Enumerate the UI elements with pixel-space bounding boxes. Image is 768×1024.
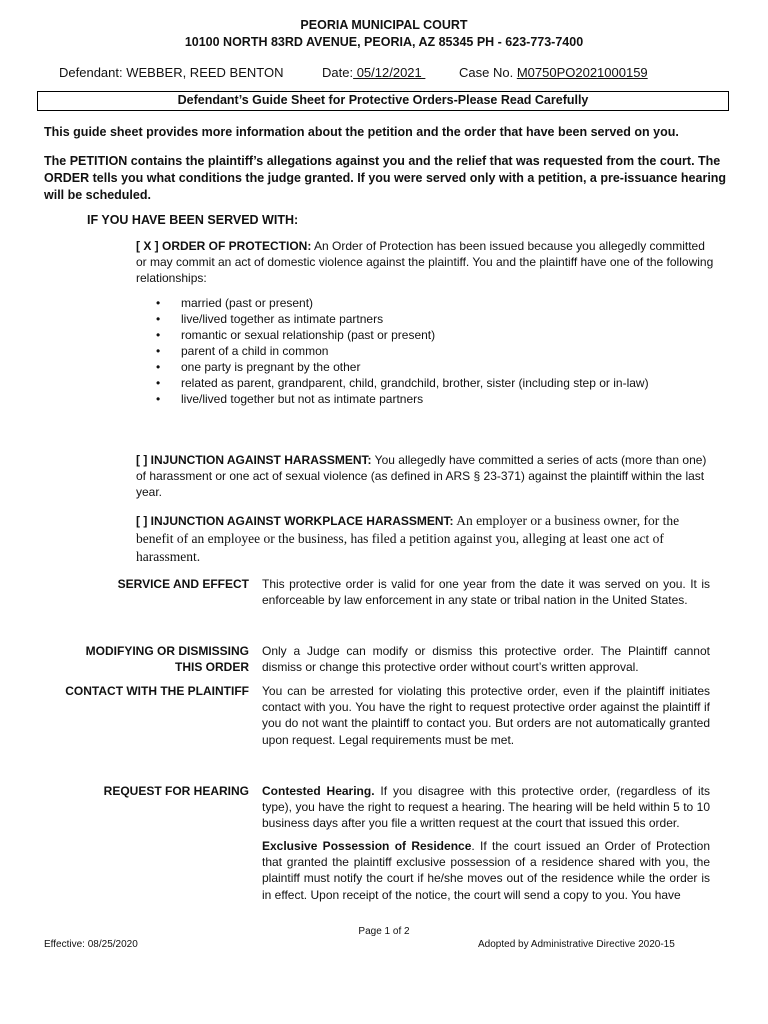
injunction-workplace-lead: [ ] INJUNCTION AGAINST WORKPLACE HARASSMENT: (136, 514, 454, 528)
injunction-workplace-text: An employer or a business owner, for the benefit of an employee or the business, has filed a petition against you, alleging at least one act of harassment. (136, 513, 680, 565)
exclusive-possession-body: . If the court issued an Order of Protection that granted the plaintiff exclusive possession of a residence shared with you, the plaintiff must notify the court if he/she moves out of the residence while the order is in effect. Upon receipt of the notice, the court will send a copy to you. You have (262, 839, 710, 902)
modifying-text: Only a Judge can modify or dismiss this protective order. The Plaintiff cannot dismiss or change this protective order without court’s written approval. (262, 644, 710, 675)
modifying-label-line-1: MODIFYING OR DISMISSING (85, 644, 249, 658)
service-effect-label: SERVICE AND EFFECT (117, 577, 249, 591)
contested-hearing-lead: Contested Hearing. (262, 784, 375, 798)
contested-hearing-text (262, 783, 710, 832)
list-item: • one party is pregnant by the other (136, 359, 716, 375)
served-heading: IF YOU HAVE BEEN SERVED WITH: (87, 213, 299, 227)
defendant-name: WEBBER, REED BENTON (126, 65, 284, 80)
list-item: • live/lived together as intimate partners (136, 311, 716, 327)
date-field (322, 64, 425, 82)
exclusive-possession-lead: Exclusive Possession of Residence (262, 839, 472, 853)
adopted-directive: Adopted by Administrative Directive 2020-15 (478, 939, 675, 950)
contact-text: You can be arrested for violating this protective order, even if the plaintiff initiates contact with you. You have the right to request protective order against the plaintiff if you do not want the plaintiff to contact you. But orders are not automatically granted upon request. Legal requirements must be met. (262, 684, 710, 747)
list-item: • live/lived together but not as intimate partners (136, 391, 716, 407)
list-item: • parent of a child in common (136, 343, 716, 359)
exclusive-possession-text (262, 838, 710, 903)
list-item: • married (past or present) (136, 295, 716, 311)
intro-paragraph-1: This guide sheet provides more information about the petition and the order that have been served on you. (44, 125, 679, 139)
injunction-harassment-lead: [ ] INJUNCTION AGAINST HARASSMENT: (136, 453, 372, 467)
document-title: Defendant’s Guide Sheet for Protective Orders-Please Read Carefully (37, 91, 729, 111)
list-item: • romantic or sexual relationship (past or present) (136, 327, 716, 343)
contact-label: CONTACT WITH THE PLAINTIFF (65, 684, 249, 698)
modifying-label-line-2: THIS ORDER (174, 660, 249, 675)
injunction-harassment-text: You allegedly have committed a series of acts (more than one) of harassment or one act of sexual violence (as defined in ARS § 23-371) against the plaintiff within the last year. (136, 453, 707, 500)
intro-paragraph-2: The PETITION contains the plaintiff’s allegations against you and the relief that was requested from the court. The ORDER tells you what conditions the judge granted. If you were served only with a petition, a pre-issuance hearing will be scheduled. (44, 154, 727, 202)
case-number-value: M0750PO2021000159 (516, 65, 648, 80)
modifying-label (40, 643, 249, 675)
court-address: 10100 NORTH 83RD AVENUE, PEORIA, AZ 85345 PH - 623-773-7400 (184, 35, 584, 49)
date-value: 05/12/2021 (353, 65, 426, 80)
case-number-field (459, 64, 648, 82)
order-of-protection-section (136, 238, 716, 287)
order-of-protection-text: An Order of Protection has been issued because you allegedly committed or may commit an act of domestic violence against the plaintiff. You and the plaintiff have one of the following relationships: (136, 239, 714, 286)
relationship-list (136, 295, 716, 407)
injunction-workplace-section (136, 512, 716, 567)
page-number: Page 1 of 2 (358, 926, 410, 937)
defendant-label: Defendant: (59, 65, 123, 80)
order-of-protection-lead: [ X ] ORDER OF PROTECTION: (136, 239, 312, 253)
effective-date: Effective: 08/25/2020 (44, 939, 138, 950)
case-number-label: Case No. (459, 65, 514, 80)
contested-hearing-body: If you disagree with this protective order, (regardless of its type), you have the right to request a hearing. The hearing will be held within 5 to 10 business days after you file a written request at the court that issued this order. (262, 784, 710, 831)
list-item: • related as parent, grandparent, child, grandchild, brother, sister (including step or in-law) (136, 375, 716, 391)
request-hearing-label: REQUEST FOR HEARING (103, 784, 249, 798)
service-effect-text: This protective order is valid for one year from the date it was served on you. It is enforceable by law enforcement in any state or tribal nation in the United States. (262, 577, 710, 608)
defendant-field (59, 64, 283, 82)
injunction-harassment-section (136, 452, 716, 501)
date-label: Date: (322, 65, 354, 80)
court-name: PEORIA MUNICIPAL COURT (300, 18, 468, 32)
